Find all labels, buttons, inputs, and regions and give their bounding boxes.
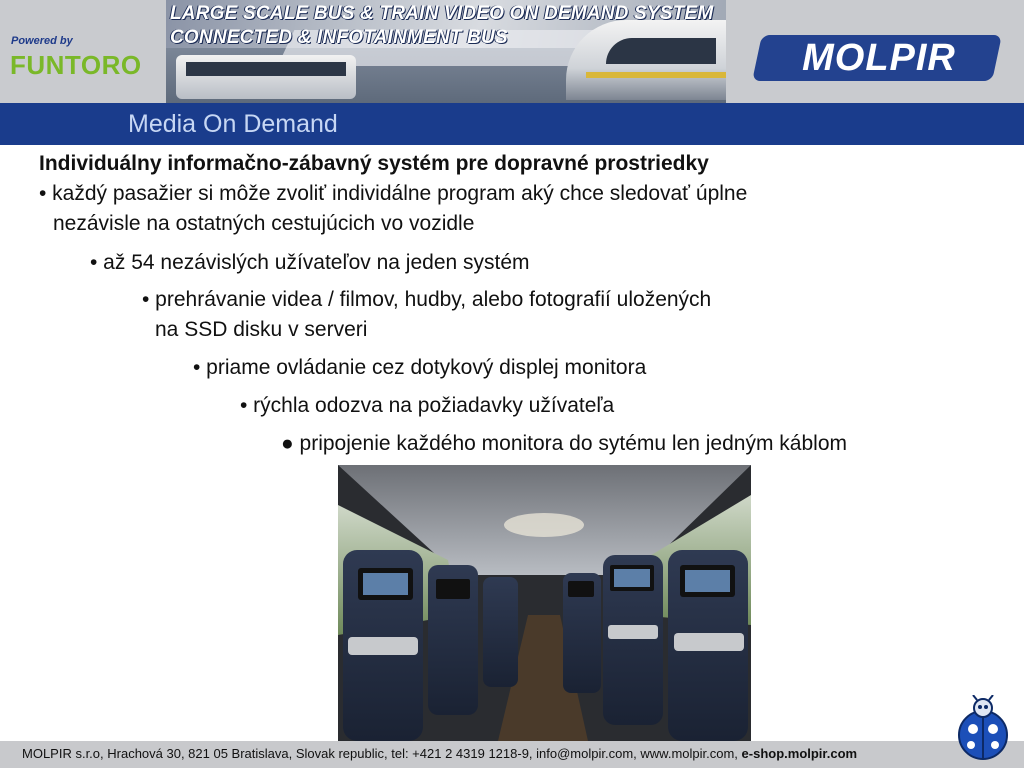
bullet-item-continued: nezávisle na ostatných cestujúcich vo vozidle bbox=[53, 212, 475, 235]
page-title: Media On Demand bbox=[128, 110, 338, 138]
content-heading: Individuálny informačno-zábavný systém pre dopravné prostriedky bbox=[39, 152, 709, 175]
bullet-item: ● pripojenie každého monitora do sytému len jedným káblom bbox=[281, 432, 847, 455]
footer-eshop-link[interactable]: e-shop.molpir.com bbox=[741, 746, 858, 761]
banner-bus-window bbox=[186, 62, 346, 76]
powered-by-label: Powered by bbox=[11, 35, 73, 47]
banner-train-stripe bbox=[586, 72, 726, 78]
banner-image bbox=[166, 0, 726, 103]
bullet-item: • rýchla odozva na požiadavky užívateľa bbox=[240, 394, 615, 417]
bullet-item: • prehrávanie videa / filmov, hudby, alebo fotografií uložených bbox=[142, 288, 712, 311]
banner-title-line2: CONNECTED & INFOTAINMENT BUS bbox=[170, 27, 508, 48]
funtoro-logo: FUNTORO bbox=[10, 50, 142, 80]
bus-interior-illustration bbox=[338, 465, 751, 741]
bullet-item: • až 54 nezávislých užívateľov na jeden systém bbox=[90, 251, 530, 274]
footer-address: MOLPIR s.r.o, Hrachová 30, 821 05 Bratislava, Slovak republic, tel: +421 2 4319 1218-9, info@molpir.com, www.molpir.com, bbox=[22, 746, 738, 761]
ladybug-icon bbox=[955, 695, 1011, 761]
banner-train-window bbox=[606, 38, 716, 64]
bus-interior-photo bbox=[338, 465, 751, 741]
bullet-item-continued: na SSD disku v serveri bbox=[155, 318, 368, 341]
footer-contact bbox=[22, 746, 857, 761]
banner-title-line1: LARGE SCALE BUS & TRAIN VIDEO ON DEMAND SYSTEM bbox=[170, 3, 714, 24]
molpir-logo-text: MOLPIR bbox=[802, 37, 956, 79]
bullet-item: • každý pasažier si môže zvoliť individálne program aký chce sledovať úplne bbox=[39, 182, 748, 205]
bullet-item: • priame ovládanie cez dotykový displej monitora bbox=[193, 356, 647, 379]
